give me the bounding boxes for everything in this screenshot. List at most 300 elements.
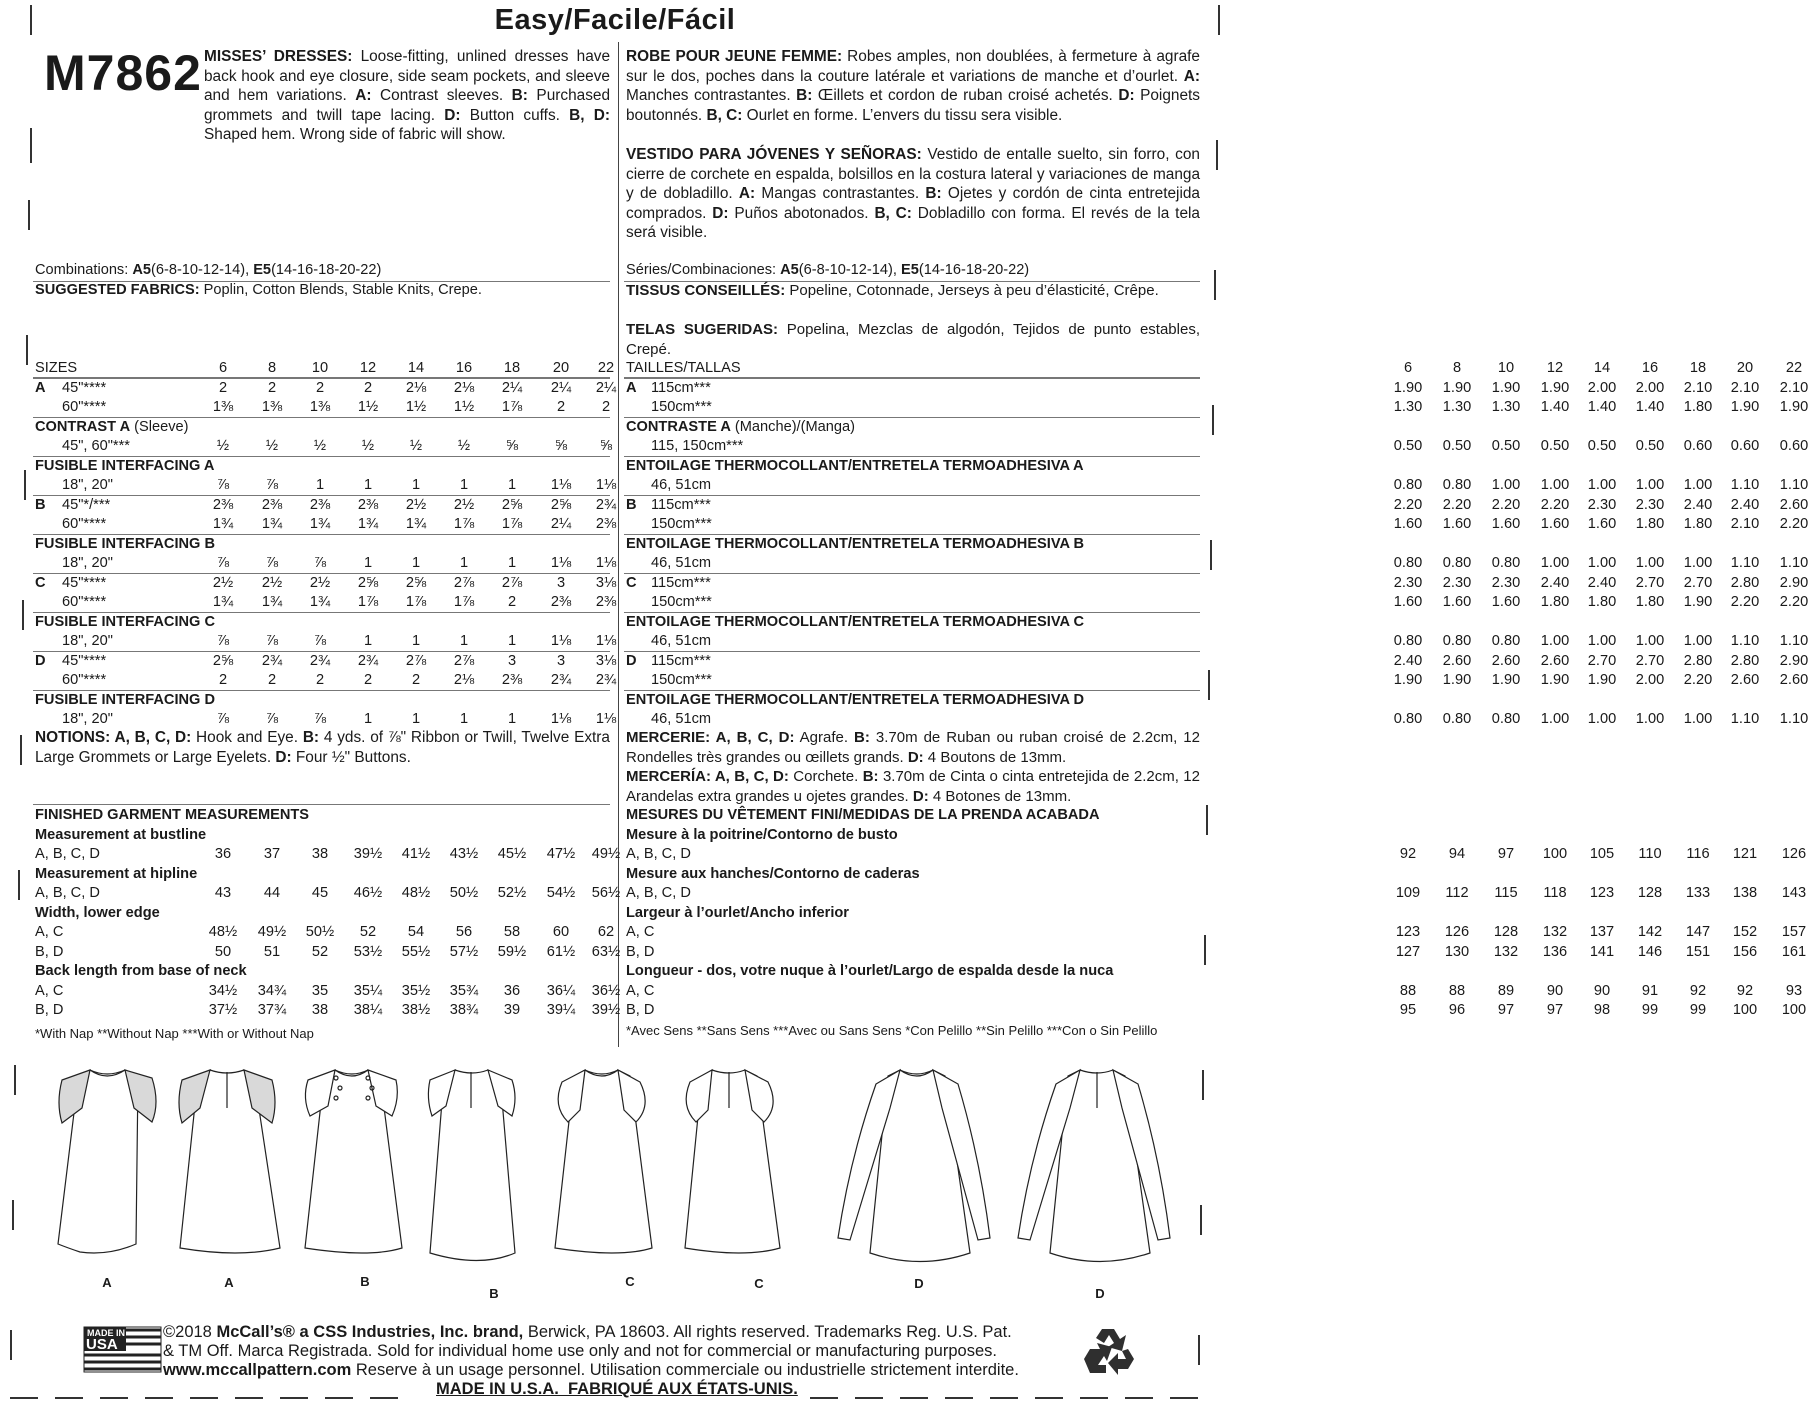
size-value: 137 <box>1589 924 1615 940</box>
size-value: 1.90 <box>1540 379 1570 396</box>
size-value: 123 <box>1589 885 1615 901</box>
size-value: 1½ <box>357 399 379 415</box>
size-value: 2¼ <box>595 379 617 396</box>
section-label: FUSIBLE INTERFACING D <box>35 691 215 708</box>
size-value: 97 <box>1497 846 1515 862</box>
figure-label: D <box>914 1276 924 1291</box>
size-value: 48½ <box>401 885 431 901</box>
size-value: 2⅜ <box>212 496 234 513</box>
size-value: 115 <box>1494 885 1518 901</box>
size-value: 1.90 <box>1683 594 1713 610</box>
size-value: 97 <box>1497 1002 1515 1018</box>
size-value: 1.10 <box>1779 711 1809 727</box>
fabric-width: 60"**** <box>62 594 107 610</box>
size-value: 54½ <box>546 885 576 901</box>
size-value: ⅞ <box>265 555 279 571</box>
size-value: 2⅝ <box>212 652 234 669</box>
size-value: 2 <box>267 672 277 688</box>
view-d-label: D: <box>1118 87 1135 104</box>
size-value: 2.20 <box>1540 496 1570 513</box>
size-value: 1⅞ <box>405 594 427 610</box>
size-value: 1.10 <box>1730 633 1760 649</box>
size-value: 51 <box>263 943 281 960</box>
view-group: A, C <box>626 982 655 999</box>
section-row <box>35 535 610 555</box>
size-value: 1.80 <box>1587 594 1617 610</box>
size-value: 63½ <box>591 943 621 960</box>
size-value: 43 <box>214 885 232 901</box>
size-value: 1⅛ <box>595 633 617 649</box>
size-value: 0.80 <box>1491 711 1521 727</box>
size-value: 1.90 <box>1779 399 1809 415</box>
size-value: 1.00 <box>1540 711 1570 727</box>
description-en-lead: MISSES’ DRESSES: <box>204 48 353 65</box>
size-value: ⅞ <box>265 711 279 727</box>
view-bc-text: Ourlet en forme. L’envers du tissu sera visible. <box>742 106 1063 124</box>
merceria-text-3: 4 Botones de 13mm. <box>928 787 1072 805</box>
size-value: 2.20 <box>1779 516 1809 532</box>
size-value: 48½ <box>208 924 238 940</box>
size-value: 2.60 <box>1779 496 1809 513</box>
size-value: 2.40 <box>1540 574 1570 591</box>
value-row <box>626 379 1809 399</box>
value-row <box>626 437 1809 457</box>
section-row <box>35 418 610 438</box>
mercerie-text-3: 4 Boutons de 13mm. <box>923 748 1067 766</box>
size-value: 2½ <box>405 496 427 513</box>
crop-mark <box>10 1330 12 1360</box>
view-letter: D <box>35 652 46 669</box>
size-value: 52 <box>359 924 377 940</box>
merceria-b: B: <box>862 768 879 785</box>
description-en-text: Loose-fitting, unlined dresses have back hook and eye closure, side seam pockets, and sleeve and hem variations. <box>204 48 611 104</box>
size-value: 38 <box>311 1002 329 1018</box>
size-value: 100 <box>1542 846 1568 862</box>
size-value: 2⅜ <box>261 496 283 513</box>
size-value: 2.60 <box>1730 672 1760 688</box>
size-value: 1½ <box>453 399 475 415</box>
size-value: 1.00 <box>1587 711 1617 727</box>
size-value: 35½ <box>401 982 431 999</box>
value-row <box>626 476 1809 496</box>
crop-dash <box>235 1397 263 1399</box>
size-value: 2⅜ <box>595 516 617 532</box>
crop-dash <box>900 1397 928 1399</box>
size-value: 3⅛ <box>595 652 617 669</box>
figure-label: B <box>489 1286 499 1301</box>
view-group: A, B, C, D <box>626 885 691 901</box>
size-value: 0.80 <box>1442 477 1472 493</box>
crop-mark <box>1208 670 1210 700</box>
size-value: 1.10 <box>1779 477 1809 493</box>
size-value: 126 <box>1444 924 1470 940</box>
view-a-text: Manches contrastantes. <box>626 87 797 104</box>
section-label: Width, lower edge <box>35 904 160 921</box>
size-value: 1⅛ <box>550 633 572 649</box>
size-value: 41½ <box>401 846 431 862</box>
size-value: 1.00 <box>1635 555 1665 571</box>
size-value: 2.90 <box>1779 652 1809 669</box>
size-value: 156 <box>1732 943 1758 960</box>
size-value: 1⅛ <box>550 477 572 493</box>
view-group: A, C <box>35 982 64 999</box>
rule <box>33 804 610 805</box>
size-value: 2⅛ <box>453 672 475 688</box>
view-b-back-drawing <box>428 1070 515 1261</box>
crop-dash <box>1125 1397 1153 1399</box>
size-value: 2¾ <box>357 652 379 669</box>
view-group: B, D <box>35 943 64 960</box>
view-d-text: Button cuffs. <box>460 106 570 124</box>
size-value: 1 <box>459 633 469 649</box>
view-b-label: B: <box>925 185 942 202</box>
size-value: 1.00 <box>1683 555 1713 571</box>
size-header: 16 <box>455 360 473 376</box>
figure-label: A <box>102 1275 112 1290</box>
size-value: 1⅜ <box>261 399 283 415</box>
size-value: 0.80 <box>1393 711 1423 727</box>
value-row <box>626 554 1809 574</box>
crop-dash <box>325 1397 353 1399</box>
size-value: 2.00 <box>1635 379 1665 396</box>
combination-e5-sizes: (14-16-18-20-22) <box>271 262 382 278</box>
size-value: ½ <box>361 438 375 454</box>
crop-mark <box>1214 270 1216 300</box>
size-value: 0.80 <box>1393 555 1423 571</box>
size-value: 43½ <box>449 846 479 862</box>
view-bd-text: Shaped hem. Wrong side of fabric will show. <box>204 126 506 143</box>
fabric-width: 45"**** <box>62 652 107 669</box>
section-row <box>626 962 1200 982</box>
size-value: 1.80 <box>1540 594 1570 610</box>
mercerie-text-2: 3.70m de Ruban ou ruban croisé de 2.2cm, 12 Rondelles très grandes ou œillets grands. <box>626 729 1200 766</box>
combination-a5: A5 <box>132 262 151 278</box>
size-value: 123 <box>1395 924 1421 940</box>
value-row <box>35 710 617 730</box>
notions <box>35 728 610 767</box>
sizes-label: SIZES <box>35 360 78 376</box>
tissus-text: Popeline, Cotonnade, Jerseys à peu d’élasticité, Crêpe. <box>785 282 1159 299</box>
copyright-year: ©2018 <box>163 1323 217 1341</box>
size-value: 99 <box>1641 1002 1659 1018</box>
size-value: 0.50 <box>1393 438 1423 454</box>
size-value: 2.20 <box>1779 594 1809 610</box>
size-value: 1¾ <box>212 516 234 532</box>
size-value: 37½ <box>208 1002 238 1018</box>
merceria <box>626 767 1200 806</box>
size-value: 1 <box>459 477 469 493</box>
size-value: 0.50 <box>1491 438 1521 454</box>
size-value: 1 <box>507 477 517 493</box>
size-value: 55½ <box>401 943 431 960</box>
combinations-label: Combinations: <box>35 262 133 278</box>
size-value: ⅞ <box>313 555 327 571</box>
crop-dash <box>190 1397 218 1399</box>
size-value: 2½ <box>309 574 331 591</box>
size-value: 1.10 <box>1730 555 1760 571</box>
size-value: 136 <box>1542 943 1568 960</box>
size-value: 97 <box>1546 1002 1564 1018</box>
value-row <box>35 845 621 865</box>
size-value: 1.00 <box>1587 555 1617 571</box>
size-value: 1.60 <box>1491 594 1521 610</box>
section-row <box>35 962 610 982</box>
size-value: 60 <box>552 924 570 940</box>
size-value: 0.60 <box>1683 438 1713 454</box>
size-value: 2⅞ <box>501 574 523 591</box>
size-value: 53½ <box>353 943 383 960</box>
value-row <box>35 554 617 574</box>
value-row <box>626 496 1809 516</box>
size-value: 39½ <box>353 846 383 862</box>
value-row <box>35 671 617 691</box>
view-group: B, D <box>626 943 655 960</box>
size-value: 1.60 <box>1442 516 1472 532</box>
combinations-fr-es <box>626 261 1200 281</box>
section-row <box>35 904 610 924</box>
size-value: 1.80 <box>1683 399 1713 415</box>
size-value: 1.80 <box>1635 594 1665 610</box>
view-bc-text: Dobladillo con forma. El revés de la tela será visible. <box>626 204 1200 241</box>
size-value: 89 <box>1497 982 1515 999</box>
size-value: 1⅞ <box>357 594 379 610</box>
size-value: 2 <box>218 672 228 688</box>
crop-dash <box>855 1397 883 1399</box>
fabric-width: 150cm*** <box>651 399 712 415</box>
size-value: 2.10 <box>1683 379 1713 396</box>
size-value: 39¼ <box>546 1002 576 1018</box>
view-bc-label: B, C: <box>874 204 912 222</box>
size-value: 50½ <box>305 924 335 940</box>
size-value: 2.60 <box>1779 672 1809 688</box>
size-value: 47½ <box>546 846 576 862</box>
size-value: 2.60 <box>1491 652 1521 669</box>
crop-dash <box>55 1397 83 1399</box>
telas-sugeridas <box>626 320 1200 359</box>
view-group: B, D <box>35 1002 64 1018</box>
view-c-back-drawing <box>685 1070 780 1253</box>
size-value: 92 <box>1689 982 1707 999</box>
size-value: 2⅜ <box>309 496 331 513</box>
website-link[interactable]: www.mccallpattern.com <box>163 1361 352 1379</box>
size-value: 2⅞ <box>453 652 475 669</box>
section-row <box>626 613 1200 633</box>
size-value: 2.20 <box>1683 672 1713 688</box>
figure-label: C <box>754 1276 764 1291</box>
size-value: 35¼ <box>353 982 383 999</box>
size-value: 100 <box>1732 1002 1758 1018</box>
value-row <box>35 652 617 672</box>
size-value: 39 <box>503 1002 521 1018</box>
size-value: 2½ <box>261 574 283 591</box>
size-value: 2½ <box>453 496 475 513</box>
size-value: 1.00 <box>1540 477 1570 493</box>
size-header: 14 <box>1593 360 1611 376</box>
mercerie-label: MERCERIE: <box>626 729 711 746</box>
crop-mark <box>1204 935 1206 965</box>
size-value: 57½ <box>449 943 479 960</box>
size-value: 2.10 <box>1730 379 1760 396</box>
combination-a5-sizes: (6-8-10-12-14), <box>798 262 901 278</box>
crop-mark <box>1216 140 1218 170</box>
mercerie-d: D: <box>907 748 924 766</box>
size-value: 2⅝ <box>550 496 572 513</box>
size-value: 35 <box>311 982 329 999</box>
size-value: 59½ <box>497 943 527 960</box>
size-value: 161 <box>1781 943 1807 960</box>
fabric-width: 18", 20" <box>62 711 113 727</box>
size-header: 14 <box>407 360 425 376</box>
fabric-width: 46, 51cm <box>651 555 712 571</box>
nap-note-fr-es: *Avec Sens **Sans Sens ***Avec ou Sans Sens *Con Pelillo **Sin Pelillo ***Con o Sin Pelillo <box>626 1023 1158 1038</box>
size-value: ⅞ <box>313 633 327 649</box>
value-row <box>35 923 615 943</box>
size-value: 1¾ <box>261 594 283 610</box>
value-row <box>626 652 1809 672</box>
size-value: 92 <box>1736 982 1754 999</box>
size-value: 126 <box>1781 846 1807 862</box>
size-value: 142 <box>1637 924 1663 940</box>
section-label: FUSIBLE INTERFACING C <box>35 613 215 630</box>
size-value: 2 <box>315 672 325 688</box>
value-row <box>35 515 617 535</box>
value-row <box>626 982 1803 1002</box>
garment-line-drawings <box>40 1048 1205 1308</box>
size-value: 141 <box>1589 943 1615 960</box>
size-value: 35¾ <box>449 982 479 999</box>
size-value: 1.60 <box>1442 594 1472 610</box>
merceria-text-2: 3.70m de Cinta o cinta entretejida de 2.2cm, 12 Arandelas extra grandes u ojetes grandes. <box>626 768 1200 805</box>
size-value: 2 <box>601 399 611 415</box>
section-note: (Sleeve) <box>130 418 189 435</box>
fabric-width: 150cm*** <box>651 594 712 610</box>
view-b-text: Œillets et cordon de ruban croisé achetés. <box>812 87 1119 104</box>
merceria-d: D: <box>912 787 929 805</box>
made-in-usa-flag-badge <box>84 1327 161 1372</box>
size-value: 2.10 <box>1730 516 1760 532</box>
finished-title: MESURES DU VÊTEMENT FINI/MEDIDAS DE LA PRENDA ACABADA <box>626 807 1100 823</box>
size-value: 147 <box>1685 924 1711 940</box>
size-value: 61½ <box>546 943 576 960</box>
size-value: 2½ <box>212 574 234 591</box>
section-label: Longueur - dos, votre nuque à l’ourlet/Largo de espalda desde la nuca <box>626 963 1114 979</box>
size-value: 128 <box>1493 924 1519 940</box>
mercerie-text-1: Agrafe. <box>794 729 855 746</box>
size-value: ⅞ <box>216 477 230 493</box>
size-value: 1.60 <box>1540 516 1570 532</box>
size-value: 151 <box>1685 943 1711 960</box>
fabric-width: 115cm*** <box>651 574 711 591</box>
size-value: 95 <box>1399 1002 1417 1018</box>
size-value: 2.80 <box>1730 652 1760 669</box>
combinations-label: Séries/Combinaciones: <box>626 262 781 278</box>
size-value: 152 <box>1732 924 1758 940</box>
size-value: 118 <box>1543 885 1567 901</box>
value-row <box>35 574 617 594</box>
size-value: 1.10 <box>1779 555 1809 571</box>
section-row <box>626 904 1200 924</box>
value-row <box>35 943 621 963</box>
section-row <box>626 418 1200 438</box>
fabric-width: 45"**** <box>62 379 107 396</box>
size-value: 146 <box>1637 943 1663 960</box>
size-value: ½ <box>313 438 327 454</box>
size-value: ⅞ <box>313 711 327 727</box>
section-row <box>626 865 1200 885</box>
size-value: 98 <box>1593 1002 1611 1018</box>
size-value: 2.40 <box>1587 574 1617 591</box>
view-d-text: Puños abotonados. <box>728 204 875 222</box>
crop-mark <box>26 335 28 365</box>
page-title: Easy/Facile/Fácil <box>494 4 736 36</box>
size-value: 1.00 <box>1683 633 1713 649</box>
size-value: 1.30 <box>1442 399 1472 415</box>
size-value: 45½ <box>497 846 527 862</box>
size-value: 2.30 <box>1491 574 1521 591</box>
size-value: 2⅝ <box>501 496 523 513</box>
size-value: 1.90 <box>1730 399 1760 415</box>
crop-mark <box>1212 405 1214 435</box>
value-row <box>35 437 613 457</box>
size-value: 93 <box>1785 982 1803 999</box>
size-value: 1 <box>363 711 373 727</box>
size-value: 2¾ <box>595 672 617 688</box>
crop-dash <box>370 1397 398 1399</box>
size-value: 49½ <box>591 846 621 862</box>
crop-mark <box>1210 540 1212 570</box>
fabric-width: 18", 20" <box>62 555 113 571</box>
size-value: ⅞ <box>216 555 230 571</box>
crop-dash <box>990 1397 1018 1399</box>
size-value: 0.50 <box>1587 438 1617 454</box>
section-label: ENTOILAGE THERMOCOLLANT/ENTRETELA TERMOADHESIVA D <box>626 691 1085 708</box>
view-d-label: D: <box>712 204 729 222</box>
size-value: 1 <box>315 477 325 493</box>
view-a-label: A: <box>1183 67 1200 85</box>
copyright-line-2: & TM Off. Marca Registrada. Sold for individual home use only and not for commercial or manufacturing purposes. <box>163 1342 997 1360</box>
badge-bottom-text: USA <box>86 1336 118 1353</box>
size-value: 1⅛ <box>595 555 617 571</box>
size-header: 22 <box>1785 360 1803 376</box>
description-fr-text: Robes amples, non doublées, à fermeture à agrafe sur le dos, poches dans la couture latérale et variations de manche et d’ourlet. <box>626 48 1200 85</box>
view-b-text: Ojetes y cordón de cinta entretejida comprados. <box>626 185 1200 222</box>
notions-text-1: Hook and Eye. <box>191 729 303 746</box>
value-row <box>626 398 1809 418</box>
size-value: 1 <box>459 555 469 571</box>
size-header: 16 <box>1641 360 1659 376</box>
size-value: 1½ <box>405 399 427 415</box>
size-value: 1.00 <box>1683 477 1713 493</box>
crop-mark <box>12 1200 14 1230</box>
size-header: 6 <box>218 360 228 376</box>
view-b-label: B: <box>796 87 813 104</box>
mercerie-b: B: <box>854 729 870 746</box>
size-header: 10 <box>311 360 329 376</box>
size-value: 1.10 <box>1730 711 1760 727</box>
size-value: 90 <box>1546 982 1564 999</box>
size-value: 38¾ <box>449 1002 479 1018</box>
notions-d: D: <box>275 748 292 766</box>
value-row <box>626 593 1809 613</box>
size-value: ⅝ <box>505 438 519 454</box>
size-value: 1.90 <box>1442 379 1472 396</box>
crop-mark <box>22 600 24 630</box>
size-value: 1⅛ <box>550 711 572 727</box>
size-value: ⅝ <box>554 438 568 454</box>
crop-mark <box>30 5 32 35</box>
section-label: ENTOILAGE THERMOCOLLANT/ENTRETELA TERMOADHESIVA C <box>626 613 1085 630</box>
size-value: 2.90 <box>1779 574 1809 591</box>
